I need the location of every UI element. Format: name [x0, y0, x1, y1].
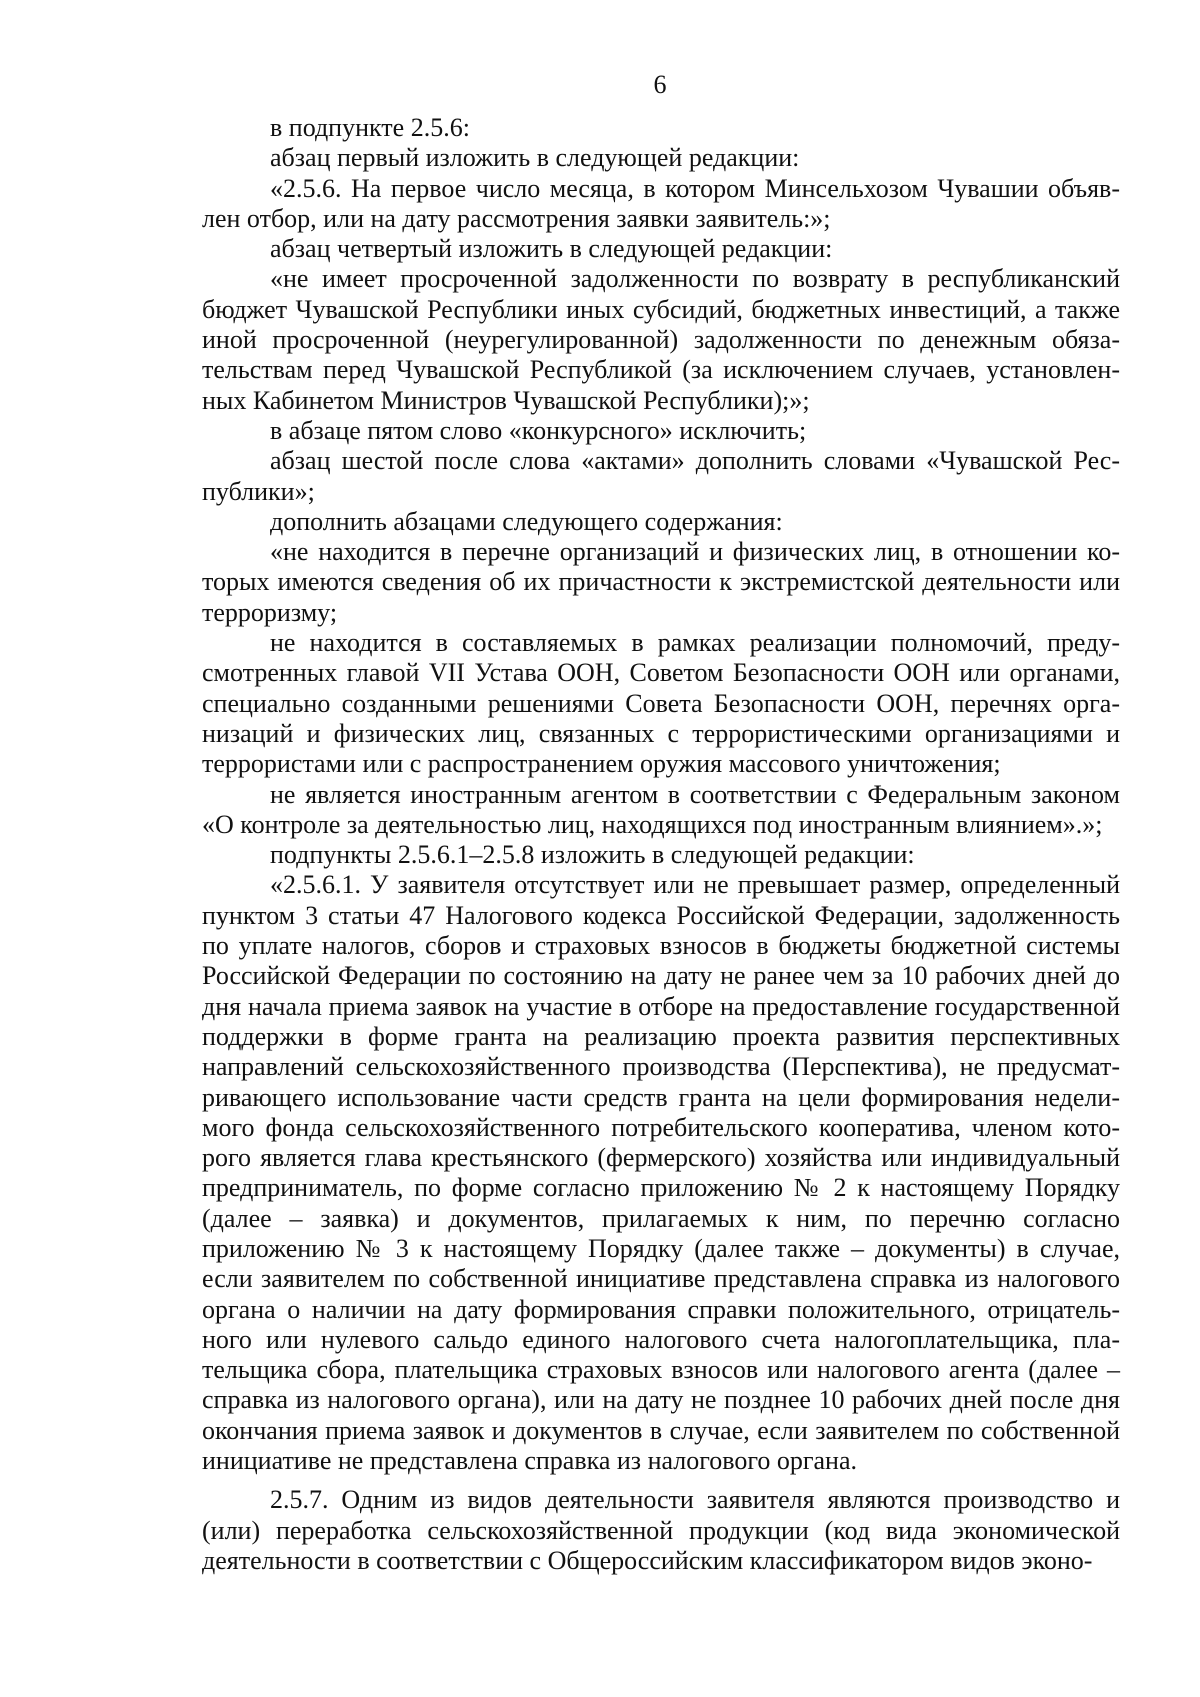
- document-body: [202, 113, 1120, 1576]
- paragraph-first-abzac-instruction: абзац первый изложить в следующей редакции:: [270, 143, 800, 173]
- paragraph-foreign-agent: не является иностранным агентом в соответствии с Федеральным законом «О контроле за деятельностью лиц, находящихся под иностранным влиянием».»;: [202, 779, 1120, 839]
- paragraph-sixth-abzac: абзац шестой после слова «актами» дополнить словами «Чувашской Республики»;: [202, 446, 1120, 506]
- paragraph-2-5-6-1: «2.5.6.1. У заявителя отсутствует или не превышает размер, определенный пунктом 3 статьи 47 Налогового кодекса Российской Федерации, задолженность по уплате налогов, сборов и страховых взносов в бюджеты бюджетной системы Российской Федерации по состоянию на дату не ранее чем за 10 рабочих дней до дня начала приема заявок на участие в отборе на предоставление государственной поддержки в форме гранта на реализацию проекта развития перспективных направлений сельскохозяйственного производства (Перспектива), не предусматривающего использование части средств гранта на цели формирования неделимого фонда сельскохозяйственного потребительского кооператива, членом которого является глава крестьянского (фермерского) хозяйства или индивидуальный предприниматель, по форме согласно приложению № 2 к настоящему Порядку (далее – заявка) и документов, прилагаемых к ним, по перечню согласно приложению № 3 к настоящему Порядку (далее также – документы) в случае, если заявителем по собственной инициативе представлена справка из налогового органа о наличии на дату формирования справки положительного, отрицательного или нулевого сальдо единого налогового счета налогоплательщика, плательщика сбора, плательщика страховых взносов или налогового агента (далее – справка из налогового органа), или на дату не позднее 10 рабочих дней после дня окончания приема заявок и документов в случае, если заявителем по собственной инициативе не представлена справка из налогового органа.: [202, 870, 1120, 1476]
- paragraph-subpoint-heading: в подпункте 2.5.6:: [270, 113, 470, 142]
- paragraph-2-5-7: 2.5.7. Одним из видов деятельности заявителя являются производство и (или) переработка сельскохозяйственной продукции (код вида экономической деятельности в соответствии с Общероссийским классификатором видов эконо-: [202, 1485, 1120, 1575]
- paragraph-un-lists: не находится в составляемых в рамках реализации полномочий, предусмотренных главой VII Устава ООН, Советом Безопасности ООН или органами, специально созданными решениями Совета Безопасности ООН, перечнях организаций и физических лиц, связанных с террористическими организациями и террористами или с распространением оружия массового уничтожения;: [202, 628, 1120, 779]
- paragraph-fifth-abzac: в абзаце пятом слово «конкурсного» исключить;: [270, 415, 807, 445]
- paragraph-extremism-list: «не находится в перечне организаций и физических лиц, в отношении которых имеются сведения об их причастности к экстремистской деятельности или терроризму;: [202, 537, 1120, 627]
- page-number: 6: [653, 70, 667, 99]
- paragraph-quote-2-5-6: «2.5.6. На первое число месяца, в котором Минсельхозом Чувашии объявлен отбор, или на дату рассмотрения заявки заявитель:»;: [202, 173, 1120, 233]
- paragraph-add-abzacs: дополнить абзацами следующего содержания:: [270, 506, 783, 536]
- paragraph-no-overdue-debt: «не имеет просроченной задолженности по возврату в республиканский бюджет Чувашской Республики иных субсидий, бюджетных инвестиций, а также иной просроченной (неурегулированной) задолженности по денежным обязательствам перед Чувашской Республикой (за исключением случаев, установленных Кабинетом Министров Чувашской Республики);»;: [202, 264, 1120, 415]
- paragraph-subpoints-instruction: подпункты 2.5.6.1–2.5.8 изложить в следующей редакции:: [270, 840, 915, 870]
- paragraph-fourth-abzac-instruction: абзац четвертый изложить в следующей редакции:: [270, 234, 833, 264]
